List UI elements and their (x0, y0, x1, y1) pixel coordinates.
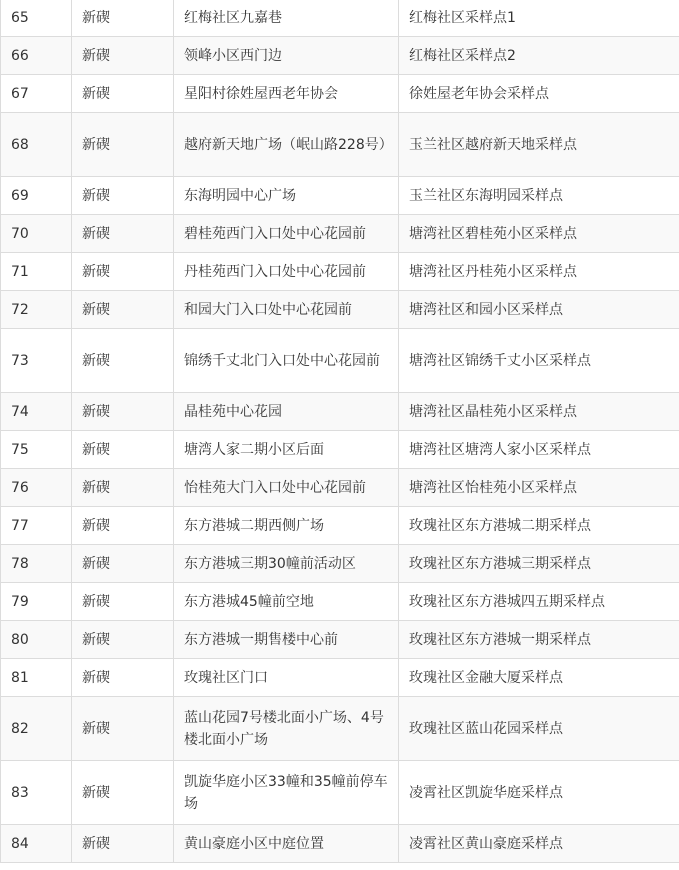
table-row (1, 621, 679, 659)
sampling-site-cell: 红梅社区采样点1 (399, 0, 679, 37)
row-number-cell: 65 (1, 0, 72, 37)
district-cell: 新碶 (72, 291, 174, 329)
table-row (1, 659, 679, 697)
sampling-site-cell: 玫瑰社区东方港城一期采样点 (399, 621, 679, 659)
table-row (1, 329, 679, 393)
table-row (1, 431, 679, 469)
row-number-cell: 82 (1, 697, 72, 761)
district-cell: 新碶 (72, 37, 174, 75)
sampling-site-cell: 塘湾社区锦绣千丈小区采样点 (399, 329, 679, 393)
district-cell: 新碶 (72, 507, 174, 545)
district-cell: 新碶 (72, 393, 174, 431)
district-cell: 新碶 (72, 253, 174, 291)
row-number-cell: 80 (1, 621, 72, 659)
location-cell: 领峰小区西门边 (174, 37, 399, 75)
location-cell: 塘湾人家二期小区后面 (174, 431, 399, 469)
sampling-site-cell: 徐姓屋老年协会采样点 (399, 75, 679, 113)
location-cell: 锦绣千丈北门入口处中心花园前 (174, 329, 399, 393)
row-number-cell: 74 (1, 393, 72, 431)
location-cell: 星阳村徐姓屋西老年协会 (174, 75, 399, 113)
row-number-cell: 75 (1, 431, 72, 469)
sampling-site-cell: 凌霄社区黄山豪庭采样点 (399, 825, 679, 863)
sampling-site-cell: 玫瑰社区东方港城二期采样点 (399, 507, 679, 545)
table-row (1, 761, 679, 825)
row-number-cell: 72 (1, 291, 72, 329)
location-cell: 碧桂苑西门入口处中心花园前 (174, 215, 399, 253)
table-row (1, 37, 679, 75)
district-cell: 新碶 (72, 113, 174, 177)
location-cell: 怡桂苑大门入口处中心花园前 (174, 469, 399, 507)
table-row (1, 697, 679, 761)
row-number-cell: 81 (1, 659, 72, 697)
district-cell: 新碶 (72, 697, 174, 761)
row-number-cell: 73 (1, 329, 72, 393)
location-cell: 东方港城45幢前空地 (174, 583, 399, 621)
row-number-cell: 66 (1, 37, 72, 75)
location-cell: 东方港城一期售楼中心前 (174, 621, 399, 659)
row-number-cell: 79 (1, 583, 72, 621)
row-number-cell: 68 (1, 113, 72, 177)
location-cell: 红梅社区九嘉巷 (174, 0, 399, 37)
table-body (1, 0, 679, 863)
sampling-site-cell: 凌霄社区凯旋华庭采样点 (399, 761, 679, 825)
row-number-cell: 77 (1, 507, 72, 545)
district-cell: 新碶 (72, 469, 174, 507)
table-row (1, 177, 679, 215)
row-number-cell: 71 (1, 253, 72, 291)
district-cell: 新碶 (72, 583, 174, 621)
table-row (1, 469, 679, 507)
location-cell: 蓝山花园7号楼北面小广场、4号楼北面小广场 (174, 697, 399, 761)
row-number-cell: 76 (1, 469, 72, 507)
sampling-site-cell: 塘湾社区碧桂苑小区采样点 (399, 215, 679, 253)
location-cell: 东方港城三期30幢前活动区 (174, 545, 399, 583)
district-cell: 新碶 (72, 0, 174, 37)
sampling-site-cell: 塘湾社区晶桂苑小区采样点 (399, 393, 679, 431)
district-cell: 新碶 (72, 621, 174, 659)
sampling-site-cell: 塘湾社区塘湾人家小区采样点 (399, 431, 679, 469)
table-row (1, 0, 679, 37)
sampling-site-cell: 玫瑰社区蓝山花园采样点 (399, 697, 679, 761)
row-number-cell: 78 (1, 545, 72, 583)
location-cell: 晶桂苑中心花园 (174, 393, 399, 431)
location-cell: 和园大门入口处中心花园前 (174, 291, 399, 329)
district-cell: 新碶 (72, 75, 174, 113)
table-row (1, 583, 679, 621)
sampling-site-cell: 塘湾社区怡桂苑小区采样点 (399, 469, 679, 507)
location-cell: 丹桂苑西门入口处中心花园前 (174, 253, 399, 291)
district-cell: 新碶 (72, 659, 174, 697)
district-cell: 新碶 (72, 431, 174, 469)
table-row (1, 75, 679, 113)
table-row (1, 215, 679, 253)
district-cell: 新碶 (72, 329, 174, 393)
row-number-cell: 83 (1, 761, 72, 825)
location-cell: 东方港城二期西侧广场 (174, 507, 399, 545)
sampling-site-cell: 玉兰社区东海明园采样点 (399, 177, 679, 215)
sampling-site-cell: 玫瑰社区东方港城四五期采样点 (399, 583, 679, 621)
sampling-site-cell: 玫瑰社区金融大厦采样点 (399, 659, 679, 697)
row-number-cell: 84 (1, 825, 72, 863)
location-cell: 黄山豪庭小区中庭位置 (174, 825, 399, 863)
row-number-cell: 67 (1, 75, 72, 113)
location-cell: 越府新天地广场（岷山路228号） (174, 113, 399, 177)
table-row (1, 113, 679, 177)
location-cell: 凯旋华庭小区33幢和35幢前停车场 (174, 761, 399, 825)
table-row (1, 253, 679, 291)
location-cell: 东海明园中心广场 (174, 177, 399, 215)
sampling-site-cell: 红梅社区采样点2 (399, 37, 679, 75)
location-cell: 玫瑰社区门口 (174, 659, 399, 697)
sampling-site-cell: 玫瑰社区东方港城三期采样点 (399, 545, 679, 583)
row-number-cell: 70 (1, 215, 72, 253)
table-row (1, 393, 679, 431)
district-cell: 新碶 (72, 825, 174, 863)
table-row (1, 545, 679, 583)
table-row (1, 825, 679, 863)
district-cell: 新碶 (72, 177, 174, 215)
district-cell: 新碶 (72, 545, 174, 583)
table-row (1, 291, 679, 329)
sampling-site-cell: 塘湾社区丹桂苑小区采样点 (399, 253, 679, 291)
row-number-cell: 69 (1, 177, 72, 215)
district-cell: 新碶 (72, 761, 174, 825)
sampling-site-cell: 玉兰社区越府新天地采样点 (399, 113, 679, 177)
table-row (1, 507, 679, 545)
district-cell: 新碶 (72, 215, 174, 253)
sampling-site-cell: 塘湾社区和园小区采样点 (399, 291, 679, 329)
